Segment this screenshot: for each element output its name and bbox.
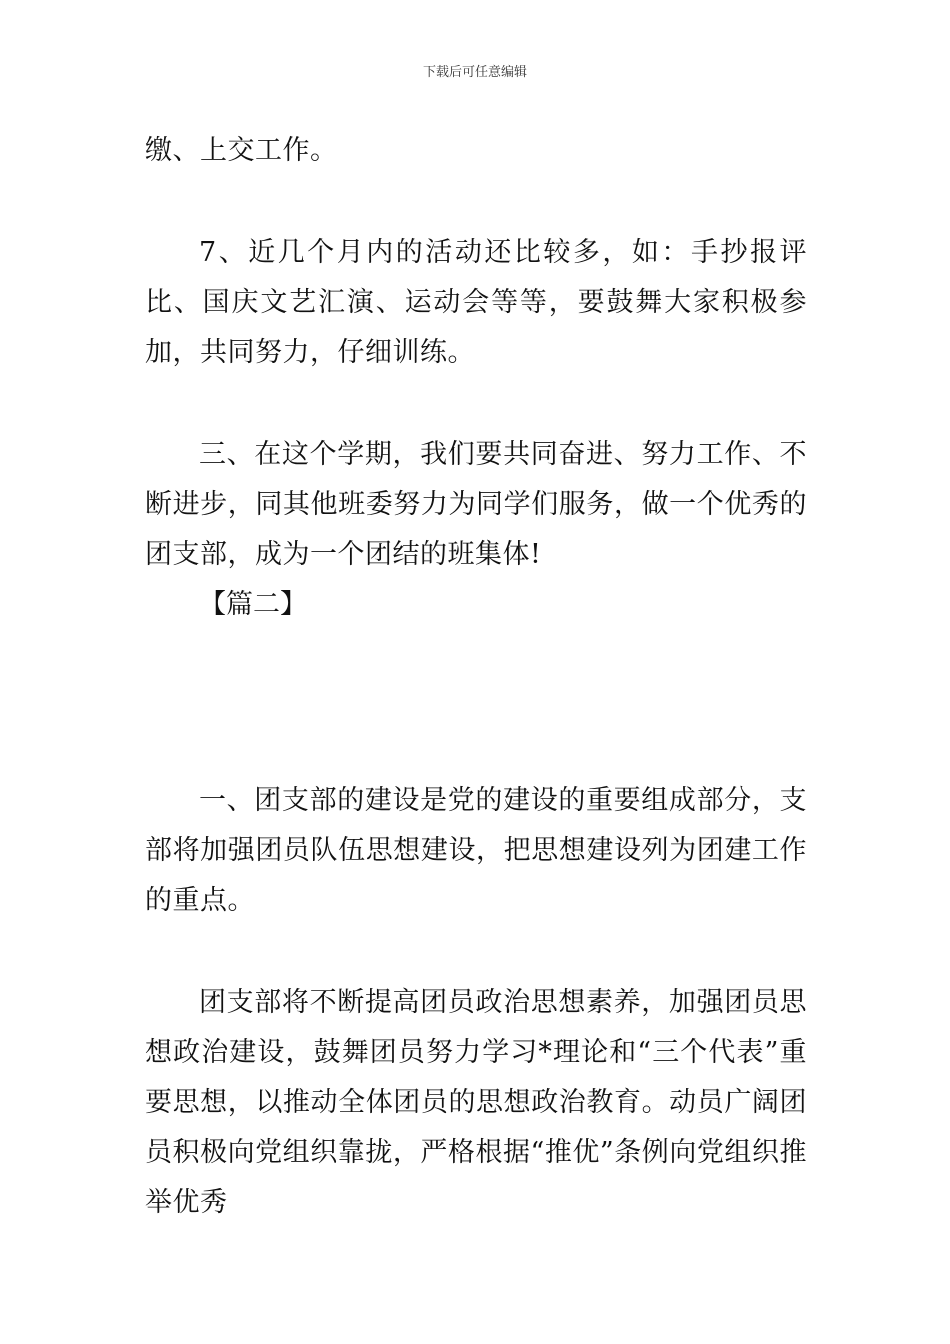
- paragraph-ideology: 团支部将不断提高团员政治思想素养，加强团员思想政治建设，鼓舞团员努力学习*理论和“三个代表”重要思想，以推动全体团员的思想政治教育。动员广阔团员积极向党组织靠拢，严格根据“推优”条例向党组织推举优秀: [145, 987, 807, 1218]
- paragraph-continuation: 缴、上交工作。: [145, 135, 338, 166]
- page-header: 下载后可任意编辑: [422, 65, 527, 80]
- section-heading: 【篇二】: [199, 589, 307, 620]
- paragraph-item-7: 7、近几个月内的活动还比较多，如：手抄报评比、国庆文艺汇演、运动会等等，要鼓舞大家积极参加，共同努力，仔细训练。: [145, 237, 807, 368]
- document-body: [145, 126, 807, 1228]
- paragraph-section-3: 三、在这个学期，我们要共同奋进、努力工作、不断进步，同其他班委努力为同学们服务，做一个优秀的团支部，成为一个团结的班集体!: [145, 439, 807, 570]
- paragraph-section-1: 一、团支部的建设是党的建设的重要组成部分，支部将加强团员队伍思想建设，把思想建设列为团建工作的重点。: [145, 785, 807, 916]
